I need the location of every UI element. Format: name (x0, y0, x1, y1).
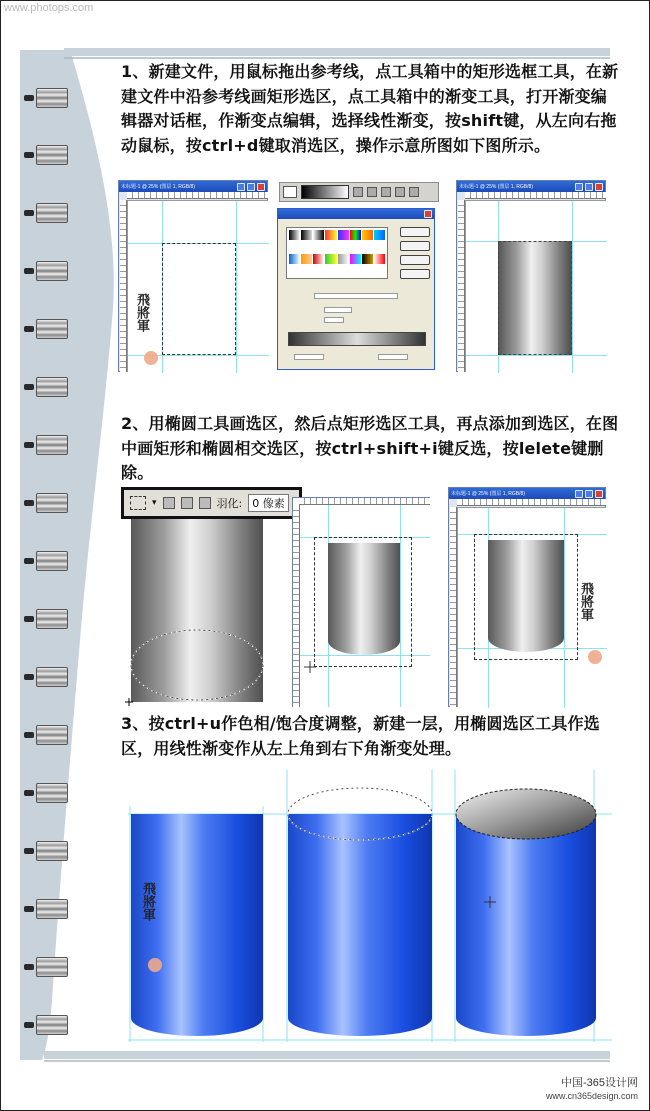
ok-button[interactable] (400, 227, 430, 237)
spiral-ring-icon (24, 435, 70, 455)
spiral-ring-icon (24, 261, 70, 281)
spiral-ring-icon (24, 667, 70, 687)
watermark-bottom: 中国-365设计网 www.cn365design.com (545, 1077, 638, 1101)
gradient-type-select[interactable] (324, 307, 352, 313)
gradient-presets (286, 227, 388, 279)
step-2-text: 2、用椭圆工具画选区，然后点矩形选区工具，再点添加到选区，在图中画矩形和椭圆相交选区，按ctrl+shift+i键反选，按lelete键删除。 (121, 414, 619, 482)
close-icon (595, 490, 603, 498)
spiral-ring-icon (24, 88, 70, 108)
step2-panel-a (121, 492, 271, 710)
linear-gradient-button[interactable] (353, 187, 363, 197)
close-icon (595, 183, 603, 191)
spiral-ring-icon (24, 377, 70, 397)
spiral-ring-icon (24, 145, 70, 165)
blue-cylinder (131, 814, 263, 1036)
ps-window: 未标题-1 @ 25% (图层 1, RGB/8) 飛將軍 (448, 487, 606, 707)
step-3-text: 3、按ctrl+u作色相/饱合度调整，新建一层，用椭圆选区工具作选区，用线性渐变作从左上角到右下角渐变处理。 (121, 714, 600, 758)
calligraphy: 飛將軍 (140, 882, 155, 921)
feather-input[interactable]: 0 像素 (248, 494, 289, 512)
spiral-ring-icon (24, 1015, 70, 1035)
crosshair-icon (304, 661, 316, 673)
blue-cylinder (456, 814, 596, 1036)
cancel-button[interactable] (400, 241, 430, 251)
gradient-options-bar (279, 182, 439, 202)
crosshair-icon (484, 896, 496, 908)
spiral-ring-icon (24, 319, 70, 339)
step-1-text: 1、新建文件，用鼠标拖出参考线，点工具箱中的矩形选框工具，在新建文件中沿参考线画矩形选区，点工具箱中的渐变工具，打开渐变编辑器对话框，作渐变点编辑，选择线性渐变，按shift键，从左向右拖动鼠标，按ctrl+d键取消选区，操作示意所图如下图所示。 (121, 62, 619, 155)
load-button[interactable] (400, 255, 430, 265)
gradient-picker[interactable] (301, 185, 349, 199)
close-icon (424, 210, 432, 218)
close-icon (257, 183, 265, 191)
marquee-tool-icon[interactable] (130, 496, 146, 510)
blue-cylinder (288, 814, 432, 1036)
ps-window (292, 497, 430, 707)
spiral-ring-icon (24, 551, 70, 571)
gradient-bar[interactable] (288, 332, 426, 346)
spiral-ring-icon (24, 493, 70, 513)
add-to-selection-button[interactable] (181, 497, 193, 509)
marquee-options-bar: ▾ 羽化: 0 像素 (121, 487, 302, 519)
spiral-ring-icon (24, 783, 70, 803)
spiral-ring-icon (24, 725, 70, 745)
gradient-editor-dialog (277, 208, 435, 370)
smoothness-field[interactable] (324, 317, 344, 323)
red-seal (148, 958, 162, 972)
subtract-selection-button[interactable] (199, 497, 211, 509)
ps-window: 未标题-1 @ 25% (图层 1, RGB/8) 飛將軍 (118, 180, 268, 372)
ps-window: 未标题-1 @ 25% (图层 1, RGB/8) (456, 180, 606, 372)
cylinder-top (451, 786, 601, 846)
new-selection-button[interactable] (163, 497, 175, 509)
spiral-ring-icon (24, 203, 70, 223)
feather-label: 羽化: (216, 497, 243, 510)
name-field[interactable] (314, 293, 398, 299)
spiral-ring-icon (24, 957, 70, 977)
spiral-ring-icon (24, 841, 70, 861)
spiral-ring-icon (24, 899, 70, 919)
ellipse-selection (280, 786, 440, 846)
gradient-tool-icon (283, 186, 297, 198)
watermark-top: www.photops.com (4, 2, 94, 14)
save-button[interactable] (400, 269, 430, 279)
spiral-ring-icon (24, 609, 70, 629)
